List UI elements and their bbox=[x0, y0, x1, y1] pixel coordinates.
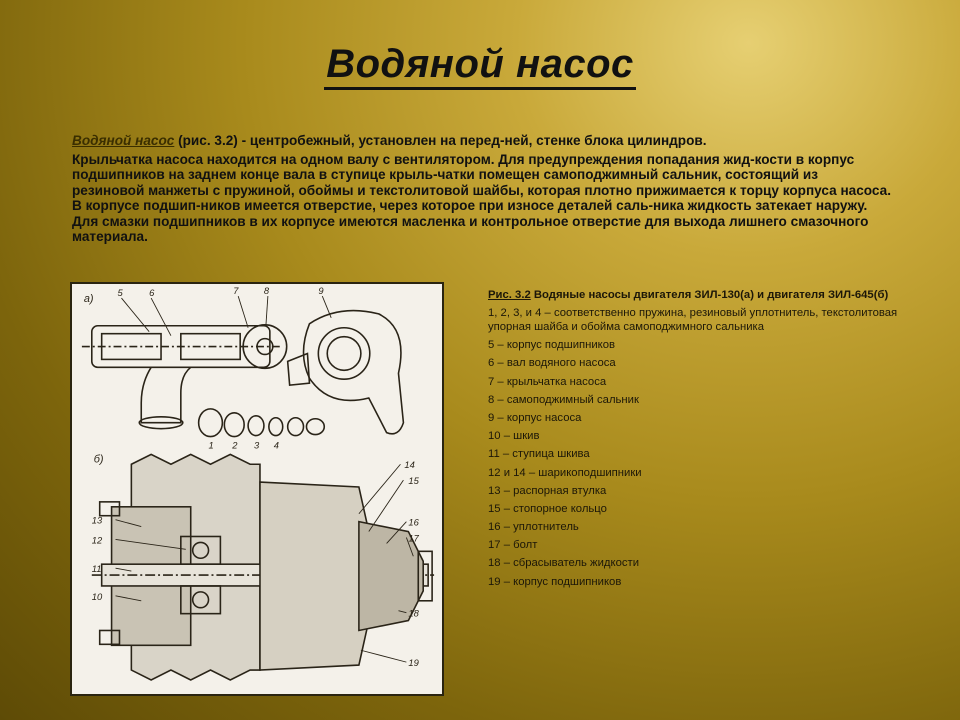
callout-5: 5 bbox=[117, 287, 123, 299]
intro-paragraph-2: Крыльчатка насоса находится на одном валу с вентилятором. Для предупреждения попадания жид-кости в корпус подшипников на заднем конце вала в ступице крыль-чатки помещен самоподжимный сальник, состоящий из резиновой манжеты с пружиной, обоймы и текстолитовой шайбы, которая плотно прижимается к торцу корпуса насоса. В корпусе подшип-ников имеется отверстие, через которое при износе деталей саль-ника жидкость затекает наружу. Для смазки подшипников в их корпусе имеются масленка и контрольное отверстие для выхода лишнего смазочного материала. bbox=[72, 151, 891, 244]
callout-7: 7 bbox=[233, 285, 239, 297]
caption-heading bbox=[488, 288, 898, 302]
callout-15: 15 bbox=[408, 475, 419, 487]
caption-item: 6 – вал водяного насоса bbox=[488, 357, 616, 370]
caption-item: 1, 2, 3, и 4 – соответственно пружина, резиновый уплотнитель, текстолитовая упорная шайба и обойма самоподжимного сальника bbox=[488, 307, 898, 333]
intro-text bbox=[72, 133, 892, 248]
label-b: б) bbox=[93, 453, 104, 466]
callout-8: 8 bbox=[263, 285, 270, 297]
pump-diagram bbox=[70, 282, 444, 696]
callout-11: 11 bbox=[91, 563, 102, 575]
caption-item: 18 – сбрасыватель жидкости bbox=[488, 557, 640, 570]
caption-item: 8 – самоподжимный сальник bbox=[488, 393, 639, 406]
pump-housing-bore bbox=[318, 328, 369, 379]
caption-item: 17 – болт bbox=[488, 539, 538, 552]
callout-6: 6 bbox=[149, 287, 155, 299]
callout-16: 16 bbox=[408, 516, 419, 528]
callout-3: 3 bbox=[254, 439, 260, 451]
pump-diagram-drawing bbox=[72, 284, 442, 694]
figure-caption bbox=[488, 288, 898, 593]
callout-2: 2 bbox=[232, 439, 238, 451]
callout-17: 17 bbox=[408, 532, 419, 544]
callout-4: 4 bbox=[273, 439, 280, 451]
caption-item: 9 – корпус насоса bbox=[488, 411, 582, 424]
slide-title bbox=[0, 42, 960, 87]
callout-12: 12 bbox=[91, 534, 103, 546]
caption-item: 7 – крыльчатка насоса bbox=[488, 375, 607, 388]
caption-ref: Рис. 3.2 bbox=[488, 289, 531, 301]
intro-line-1-rest: (рис. 3.2) - центробежный, установлен на перед-ней, стенке блока цилиндров. bbox=[174, 133, 707, 148]
caption-item: 10 – шкив bbox=[488, 430, 540, 443]
caption-item: 15 – стопорное кольцо bbox=[488, 502, 607, 515]
outlet-a bbox=[141, 367, 190, 422]
caption-item: 13 – распорная втулка bbox=[488, 484, 607, 497]
callout-19: 19 bbox=[408, 657, 419, 669]
callout-10: 10 bbox=[91, 590, 103, 602]
callout-13: 13 bbox=[91, 514, 103, 526]
caption-item: 5 – корпус подшипников bbox=[488, 339, 616, 352]
slide-title-text: Водяной насос bbox=[324, 42, 636, 90]
callout-1: 1 bbox=[208, 439, 214, 451]
intro-term: Водяной насос bbox=[72, 133, 175, 148]
bearing-body-b bbox=[260, 482, 369, 670]
callout-9: 9 bbox=[318, 285, 324, 297]
caption-item: 19 – корпус подшипников bbox=[488, 575, 622, 588]
callout-14: 14 bbox=[404, 459, 415, 471]
intro-line-1 bbox=[72, 133, 892, 149]
callout-18: 18 bbox=[408, 607, 419, 619]
caption-head-rest: Водяные насосы двигателя ЗИЛ-130(а) и двигателя ЗИЛ-645(б) bbox=[530, 289, 889, 301]
seal-parts bbox=[199, 409, 325, 437]
impeller-a bbox=[243, 325, 287, 369]
pump-housing-inner bbox=[327, 337, 361, 371]
caption-item: 11 – ступица шкива bbox=[488, 448, 590, 461]
caption-item: 12 и 14 – шарикоподшипники bbox=[488, 466, 642, 479]
caption-item: 16 – уплотнитель bbox=[488, 521, 579, 534]
label-a: а) bbox=[83, 293, 94, 306]
